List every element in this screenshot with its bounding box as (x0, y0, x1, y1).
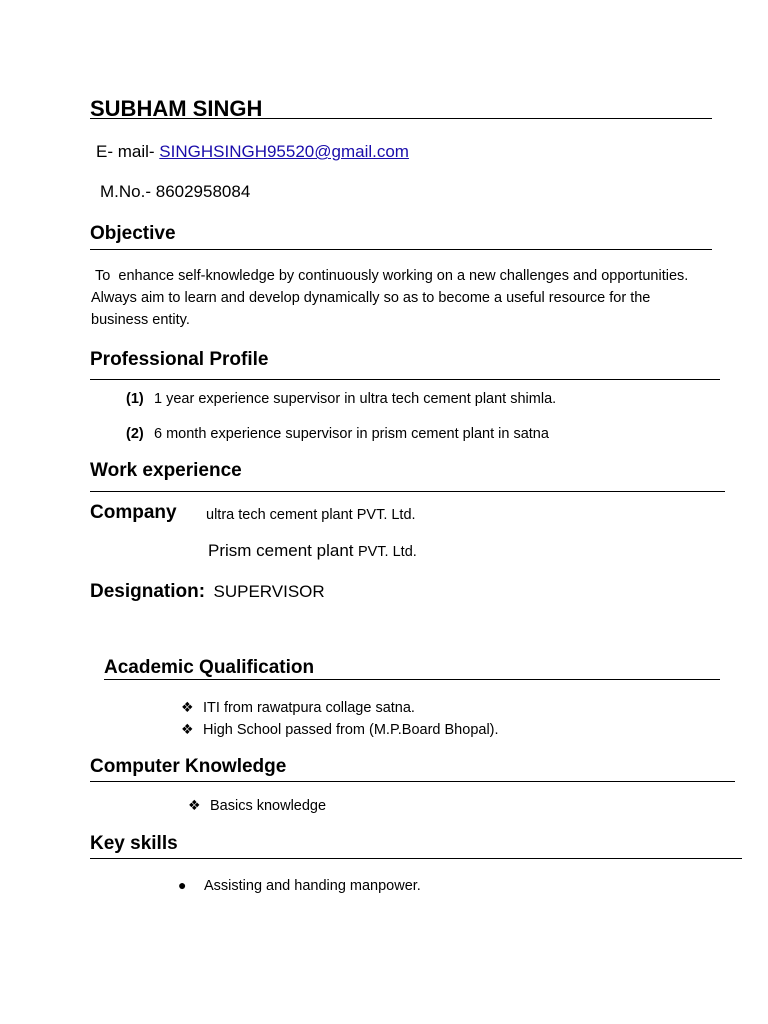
objective-heading: Objective (90, 223, 176, 244)
designation-value: SUPERVISOR (213, 582, 325, 601)
profile-item-text: 1 year experience supervisor in ultra tech cement plant shimla. (154, 391, 557, 407)
profile-item (126, 388, 556, 410)
skills-item-text: Assisting and handing manpower. (204, 878, 421, 894)
profile-heading: Professional Profile (90, 349, 269, 370)
email-link[interactable]: SINGHSINGH95520@gmail.com (159, 142, 409, 161)
designation-label: Designation: (90, 581, 206, 602)
company-suffix: PVT. Ltd. (357, 544, 417, 560)
computer-item-text: Basics knowledge (210, 798, 327, 814)
profile-item-text: 6 month experience supervisor in prism cement plant in satna (154, 426, 549, 442)
academic-item (181, 718, 499, 741)
academic-heading: Academic Qualification (104, 657, 315, 678)
computer-item (188, 794, 326, 817)
company-label: Company (90, 502, 177, 523)
designation-line (90, 581, 325, 603)
company-name: Prism cement plant (208, 541, 354, 560)
mobile-number: 8602958084 (155, 182, 251, 201)
mobile-label: M.No.- (100, 182, 151, 201)
white-four-diamond-icon: ❖ (188, 797, 201, 813)
academic-rule (104, 679, 720, 680)
objective-text: To enhance self-knowledge by continuously working on a new challenges and opportunities. Always aim to learn and develop dynamically so as to become a useful resource for the business entity. (91, 268, 692, 328)
mobile-line (100, 182, 250, 202)
company-name-line (208, 541, 417, 561)
bullet-dot-icon: ● (178, 877, 187, 893)
work-heading: Work experience (90, 460, 242, 481)
resume-name: SUBHAM SINGH (90, 96, 263, 121)
profile-item-number: (1) (126, 391, 144, 407)
academic-item-text: ITI from rawatpura collage satna. (203, 700, 415, 716)
profile-rule (90, 379, 720, 380)
computer-heading: Computer Knowledge (90, 756, 287, 777)
black-four-diamond-icon: ❖ (181, 699, 194, 715)
black-four-diamond-icon: ❖ (181, 721, 194, 737)
objective-rule (90, 249, 712, 250)
name-rule (90, 118, 712, 119)
academic-item (181, 696, 415, 719)
company-name: ultra tech cement plant PVT. Ltd. (206, 507, 416, 523)
email-label: E- mail- (96, 142, 155, 161)
skills-item (178, 874, 421, 897)
skills-rule (90, 858, 742, 859)
work-rule (90, 491, 725, 492)
profile-item (126, 423, 549, 445)
academic-item-text: High School passed from (M.P.Board Bhopal). (203, 722, 499, 738)
profile-item-number: (2) (126, 426, 144, 442)
skills-heading: Key skills (90, 833, 178, 854)
email-line (96, 142, 409, 162)
computer-rule (90, 781, 735, 782)
